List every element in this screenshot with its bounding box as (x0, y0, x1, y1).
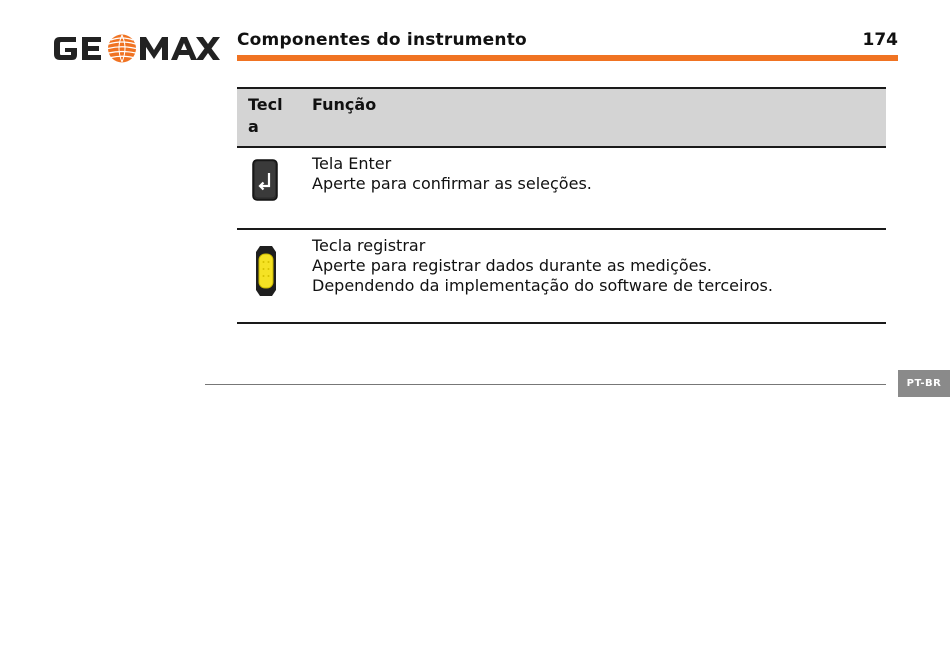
function-cell (301, 147, 886, 229)
globe-icon (108, 35, 136, 63)
header-divider (237, 55, 898, 61)
geomax-logo (50, 28, 220, 68)
table-row (237, 147, 886, 229)
key-note: Dependendo da implementação do software de terceiros. (312, 276, 773, 295)
footer-divider (205, 384, 886, 385)
column-header-key-label: Tecl a (248, 95, 283, 136)
key-name: Tela Enter (312, 154, 392, 173)
enter-key-icon (251, 158, 279, 204)
language-tab[interactable]: PT-BR (898, 370, 950, 397)
key-icon-cell (237, 147, 301, 229)
key-description: Aperte para registrar dados durante as medições. (312, 256, 712, 275)
record-key-icon (251, 242, 281, 300)
column-header-function: Função (301, 88, 886, 147)
column-header-key (237, 88, 301, 147)
key-name: Tecla registrar (312, 236, 426, 255)
page-number: 174 (862, 30, 898, 50)
page-title: Componentes do instrumento (237, 30, 527, 50)
table-row (237, 229, 886, 323)
key-description: Aperte para confirmar as seleções. (312, 174, 592, 193)
key-icon-cell (237, 229, 301, 323)
table-header-row (237, 88, 886, 147)
key-function-table (237, 87, 886, 324)
function-cell (301, 229, 886, 323)
